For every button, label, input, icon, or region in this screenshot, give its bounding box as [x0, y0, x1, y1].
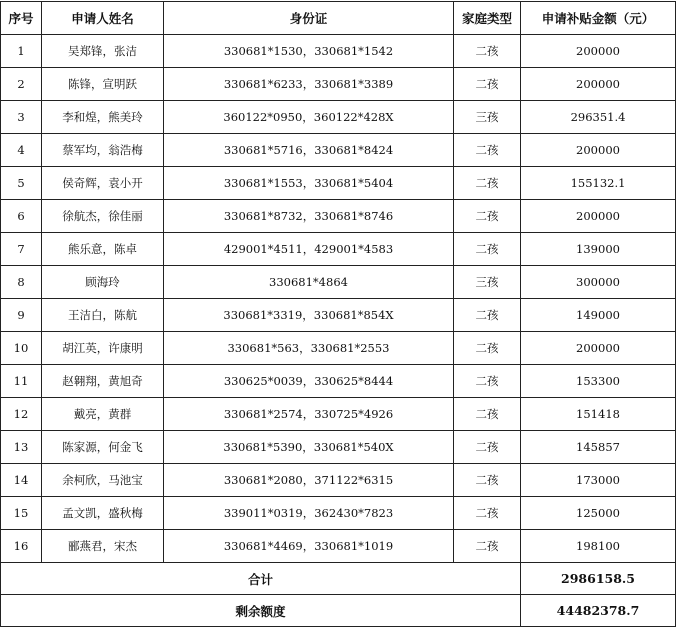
cell-id-card: 339011*0319，362430*7823 [164, 497, 454, 530]
cell-applicant-name: 赵翱翔，黄旭奇 [42, 365, 164, 398]
cell-subsidy-amount: 139000 [521, 233, 676, 266]
cell-index: 14 [1, 464, 42, 497]
cell-index: 4 [1, 134, 42, 167]
cell-id-card: 330681*2574，330725*4926 [164, 398, 454, 431]
cell-applicant-name: 顾海玲 [42, 266, 164, 299]
table-row [1, 530, 676, 563]
total-value: 2986158.5 [521, 563, 676, 595]
cell-family-type: 二孩 [454, 68, 521, 101]
cell-family-type: 二孩 [454, 431, 521, 464]
header-id-card: 身份证 [164, 2, 454, 35]
cell-family-type: 二孩 [454, 35, 521, 68]
cell-subsidy-amount: 300000 [521, 266, 676, 299]
cell-subsidy-amount: 198100 [521, 530, 676, 563]
cell-id-card: 360122*0950，360122*428X [164, 101, 454, 134]
cell-family-type: 三孩 [454, 266, 521, 299]
cell-applicant-name: 孟文凯，盛秋梅 [42, 497, 164, 530]
remaining-value: 44482378.7 [521, 595, 676, 627]
cell-subsidy-amount: 200000 [521, 68, 676, 101]
cell-applicant-name: 吴郑锋，张洁 [42, 35, 164, 68]
cell-id-card: 330681*1530，330681*1542 [164, 35, 454, 68]
table-row [1, 431, 676, 464]
cell-applicant-name: 余柯欣，马池宝 [42, 464, 164, 497]
cell-family-type: 二孩 [454, 134, 521, 167]
cell-applicant-name: 侯奇辉，袁小开 [42, 167, 164, 200]
cell-id-card: 330681*5390，330681*540X [164, 431, 454, 464]
table-row [1, 101, 676, 134]
table-row [1, 398, 676, 431]
cell-index: 1 [1, 35, 42, 68]
cell-id-card: 330681*3319，330681*854X [164, 299, 454, 332]
cell-index: 3 [1, 101, 42, 134]
cell-family-type: 二孩 [454, 398, 521, 431]
cell-family-type: 二孩 [454, 530, 521, 563]
cell-subsidy-amount: 296351.4 [521, 101, 676, 134]
table-row [1, 464, 676, 497]
cell-subsidy-amount: 151418 [521, 398, 676, 431]
cell-subsidy-amount: 200000 [521, 332, 676, 365]
cell-id-card: 330681*1553，330681*5404 [164, 167, 454, 200]
header-subsidy-amount: 申请补贴金额（元） [521, 2, 676, 35]
cell-family-type: 二孩 [454, 167, 521, 200]
subsidy-table [0, 1, 676, 627]
cell-id-card: 330681*6233，330681*3389 [164, 68, 454, 101]
cell-subsidy-amount: 153300 [521, 365, 676, 398]
table-row [1, 365, 676, 398]
cell-id-card: 330681*563，330681*2553 [164, 332, 454, 365]
cell-index: 8 [1, 266, 42, 299]
cell-family-type: 三孩 [454, 101, 521, 134]
cell-index: 5 [1, 167, 42, 200]
cell-applicant-name: 徐航杰，徐佳丽 [42, 200, 164, 233]
cell-applicant-name: 胡江英，许康明 [42, 332, 164, 365]
cell-applicant-name: 李和煌，熊美玲 [42, 101, 164, 134]
cell-id-card: 330625*0039，330625*8444 [164, 365, 454, 398]
cell-index: 13 [1, 431, 42, 464]
remaining-label: 剩余额度 [1, 595, 521, 627]
cell-applicant-name: 熊乐意，陈卓 [42, 233, 164, 266]
table-row [1, 35, 676, 68]
cell-applicant-name: 戴亮，黄群 [42, 398, 164, 431]
cell-subsidy-amount: 125000 [521, 497, 676, 530]
table-body [1, 35, 676, 563]
cell-subsidy-amount: 200000 [521, 134, 676, 167]
header-family-type: 家庭类型 [454, 2, 521, 35]
cell-applicant-name: 陈锋，宣明跃 [42, 68, 164, 101]
table-row [1, 167, 676, 200]
table-row [1, 266, 676, 299]
cell-id-card: 330681*4864 [164, 266, 454, 299]
table-row [1, 134, 676, 167]
cell-index: 6 [1, 200, 42, 233]
cell-family-type: 二孩 [454, 200, 521, 233]
cell-applicant-name: 蔡军均，翁浩梅 [42, 134, 164, 167]
cell-subsidy-amount: 149000 [521, 299, 676, 332]
cell-subsidy-amount: 200000 [521, 35, 676, 68]
cell-family-type: 二孩 [454, 365, 521, 398]
cell-index: 12 [1, 398, 42, 431]
cell-family-type: 二孩 [454, 497, 521, 530]
table-row [1, 200, 676, 233]
cell-index: 11 [1, 365, 42, 398]
cell-id-card: 330681*2080，371122*6315 [164, 464, 454, 497]
remaining-row [1, 595, 676, 627]
cell-subsidy-amount: 200000 [521, 200, 676, 233]
cell-subsidy-amount: 173000 [521, 464, 676, 497]
total-label: 合计 [1, 563, 521, 595]
header-index: 序号 [1, 2, 42, 35]
cell-family-type: 二孩 [454, 233, 521, 266]
cell-subsidy-amount: 155132.1 [521, 167, 676, 200]
cell-family-type: 二孩 [454, 464, 521, 497]
cell-index: 15 [1, 497, 42, 530]
cell-family-type: 二孩 [454, 332, 521, 365]
table-row [1, 332, 676, 365]
cell-index: 16 [1, 530, 42, 563]
table-row [1, 68, 676, 101]
cell-index: 2 [1, 68, 42, 101]
cell-id-card: 330681*4469，330681*1019 [164, 530, 454, 563]
cell-id-card: 330681*8732，330681*8746 [164, 200, 454, 233]
table-row [1, 233, 676, 266]
table-row [1, 299, 676, 332]
cell-applicant-name: 陈家源，何金飞 [42, 431, 164, 464]
cell-index: 7 [1, 233, 42, 266]
cell-index: 9 [1, 299, 42, 332]
header-applicant-name: 申请人姓名 [42, 2, 164, 35]
header-row [1, 2, 676, 35]
cell-id-card: 330681*5716，330681*8424 [164, 134, 454, 167]
cell-applicant-name: 王洁白，陈航 [42, 299, 164, 332]
cell-subsidy-amount: 145857 [521, 431, 676, 464]
cell-family-type: 二孩 [454, 299, 521, 332]
total-row [1, 563, 676, 595]
cell-index: 10 [1, 332, 42, 365]
cell-id-card: 429001*4511，429001*4583 [164, 233, 454, 266]
cell-applicant-name: 郦燕君，宋杰 [42, 530, 164, 563]
table-row [1, 497, 676, 530]
